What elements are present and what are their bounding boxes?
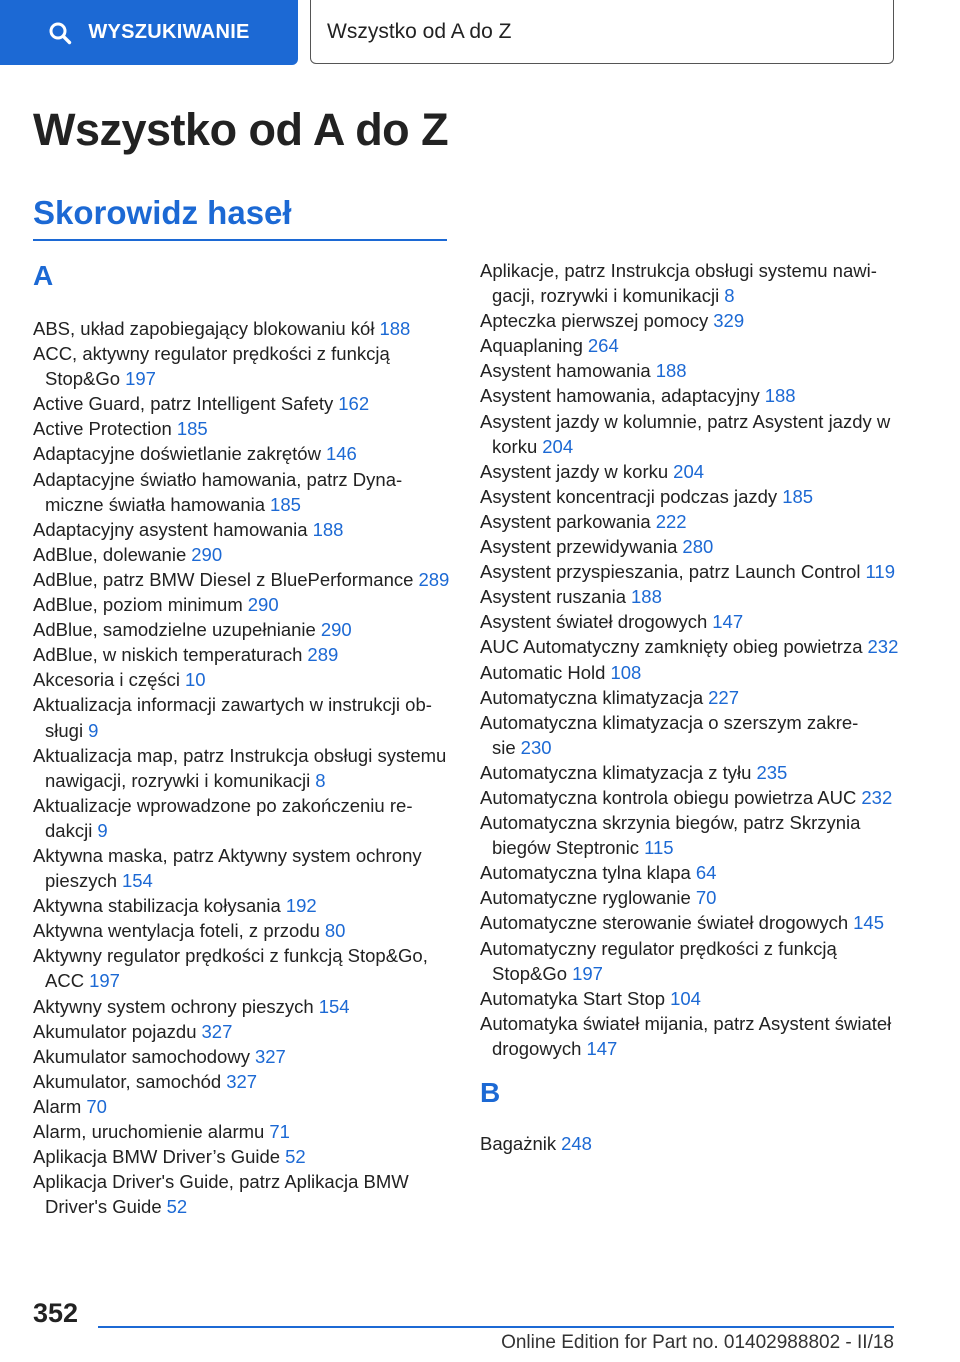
page-reference-link[interactable]: 185 (270, 493, 301, 515)
index-entry-term: Automatyczna klimatyzacja (480, 686, 704, 708)
index-entry-term: Asystent ruszania (480, 586, 627, 608)
index-entry-term: AdBlue, poziom minimum (33, 594, 243, 616)
index-entry (33, 1094, 453, 1119)
index-entry-term: Aktywna stabilizacja kołysania (33, 895, 281, 917)
index-entry-term: Automatyczna skrzynia biegów, patrz Skrzynia biegów Steptronic (480, 812, 861, 859)
page-reference-link[interactable]: 192 (285, 895, 317, 917)
page-reference-link[interactable]: 188 (631, 586, 662, 608)
index-entry (33, 994, 453, 1019)
page-reference-link[interactable]: 119 (865, 561, 895, 583)
page-reference-link[interactable]: 52 (166, 1196, 188, 1218)
index-entry (33, 1019, 453, 1044)
index-entry-term: Asystent świateł drogowych (480, 611, 708, 633)
index-entry (33, 467, 453, 517)
page-reference-link[interactable]: 8 (724, 285, 735, 307)
page-reference-link[interactable]: 147 (586, 1037, 618, 1059)
index-entry-list (480, 1131, 900, 1156)
index-letter-b: B (480, 1077, 501, 1108)
index-entry (33, 542, 453, 567)
page-reference-link[interactable]: 80 (324, 920, 346, 942)
page-reference-link[interactable]: 154 (121, 870, 153, 892)
page-reference-link[interactable]: 197 (89, 970, 120, 992)
index-entry-term: Automatyka Start Stop (480, 987, 666, 1009)
index-entry (480, 484, 900, 509)
index-entry-term: Aktywny system ochrony pieszych (33, 995, 314, 1017)
page-reference-link[interactable]: 204 (673, 460, 705, 482)
index-entry-term: Alarm (33, 1095, 82, 1117)
index-entry-term: Adaptacyjne światło hamowania, patrz Dynamiczne światła hamowania (33, 468, 403, 515)
page-reference-link[interactable]: 248 (561, 1133, 592, 1154)
page-reference-link[interactable]: 64 (695, 862, 717, 884)
index-entry-term: Active Guard, patrz Intelligent Safety (33, 393, 334, 415)
index-entry (33, 416, 453, 441)
index-entry-term: Aktualizacja informacji zawartych w instrukcji obsługi (33, 694, 432, 741)
index-entry-term: Aktywna wentylacja foteli, z przodu (33, 920, 320, 942)
index-entry (33, 1069, 453, 1094)
index-entry-term: ABS, układ zapobiegający blokowaniu kół (33, 318, 375, 339)
edition-note: Online Edition for Part no. 01402988802 - II/18 (501, 1332, 894, 1353)
index-entry (480, 1131, 900, 1156)
index-entry-term: Aktywny regulator prędkości z funkcją Stop&Go, ACC (33, 945, 428, 992)
index-entry-term: Asystent hamowania (480, 360, 651, 382)
page-reference-link[interactable]: 188 (655, 360, 687, 382)
index-entry (33, 843, 453, 893)
index-entry-term: AdBlue, w niskich temperaturach (33, 644, 303, 666)
index-entry-term: Adaptacyjny asystent hamowania (33, 518, 308, 540)
index-entry-term: AUC Automatyczny zamknięty obieg powietrza (480, 636, 863, 658)
page-reference-link[interactable]: 146 (325, 443, 357, 465)
index-entry (33, 567, 453, 592)
index-entry (33, 692, 453, 742)
index-entry-term: Asystent przewidywania (480, 536, 678, 558)
index-entry-term: Automatyczna klimatyzacja o szerszym zakresie (480, 711, 859, 758)
index-entry (33, 1169, 453, 1219)
index-entry (480, 609, 900, 634)
index-entry (33, 642, 453, 667)
index-entry (480, 509, 900, 534)
page-reference-link[interactable]: 154 (318, 995, 350, 1017)
index-entry (480, 559, 900, 584)
index-column-right (480, 258, 900, 1156)
index-entry-term: Akumulator pojazdu (33, 1020, 197, 1042)
index-entry-term: Alarm, uruchomienie alarmu (33, 1121, 265, 1142)
index-entry-term: Asystent parkowania (480, 510, 651, 532)
index-entry-term: Aktualizacja map, patrz Instrukcja obsługi systemu nawigacji, rozrywki i komunikacji (33, 744, 447, 791)
index-entry-term: Automatyczna tylna klapa (480, 862, 691, 884)
search-icon (48, 21, 72, 45)
page-reference-link[interactable]: 115 (644, 837, 674, 859)
page-reference-link[interactable]: 289 (307, 644, 339, 666)
index-entry (33, 617, 453, 642)
index-entry-term: AdBlue, dolewanie (33, 543, 187, 565)
page-title: Wszystko od A do Z (33, 104, 449, 155)
page-reference-link[interactable]: 70 (86, 1095, 107, 1117)
index-entry-term: Aplikacja Driver's Guide, patrz Aplikacja BMW Driver's Guide (33, 1171, 409, 1218)
index-entry (480, 760, 900, 785)
index-entry-term: Akumulator samochodowy (33, 1045, 250, 1067)
index-entry-term: Aktualizacje wprowadzone po zakończeniu redakcji (33, 794, 413, 841)
page-reference-link[interactable]: 290 (320, 619, 352, 641)
page-reference-link[interactable]: 280 (682, 536, 714, 558)
index-entry (480, 358, 900, 383)
page-reference-link[interactable]: 264 (587, 335, 619, 357)
index-entry-term: Automatyczne sterowanie świateł drogowych (480, 912, 849, 934)
page-reference-link[interactable]: 162 (338, 393, 370, 415)
index-entry (480, 534, 900, 559)
index-entry (33, 316, 453, 341)
index-entry (480, 660, 900, 685)
index-entry (33, 592, 453, 617)
page-reference-link[interactable]: 290 (247, 594, 279, 616)
top-navigation (0, 0, 960, 66)
index-entry-term: Aplikacja BMW Driver’s Guide (33, 1146, 281, 1168)
index-entry (480, 634, 900, 659)
index-entry-term: Automatyczna kontrola obiegu powietrza AUC (480, 786, 857, 808)
index-entry-term: ACC, aktywny regulator prędkości z funkcją Stop&Go (33, 343, 390, 390)
page-reference-link[interactable]: 222 (655, 510, 687, 532)
page-reference-link[interactable]: 147 (712, 611, 744, 633)
index-entry-term: Bagażnik (480, 1133, 557, 1154)
index-entry (480, 936, 900, 986)
page-reference-link[interactable]: 52 (285, 1146, 306, 1168)
index-entry-term: Automatic Hold (480, 661, 606, 683)
page-reference-link[interactable]: 145 (853, 912, 884, 934)
page-reference-link[interactable]: 327 (254, 1045, 286, 1067)
index-entry-term: Asystent hamowania, adaptacyjny (480, 385, 760, 407)
index-entry-list (480, 258, 900, 1061)
index-entry-term: Asystent koncentracji podczas jazdy (480, 485, 778, 507)
index-entry-term: AdBlue, samodzielne uzupełnianie (33, 619, 316, 641)
index-entry (33, 1119, 453, 1144)
index-entry (480, 910, 900, 935)
index-entry-term: Automatyka świateł mijania, patrz Asystent świateł drogowych (480, 1012, 892, 1059)
index-entry (33, 1044, 453, 1069)
page-reference-link[interactable]: 227 (708, 686, 739, 708)
index-entry (33, 667, 453, 692)
section-title: Skorowidz haseł (33, 194, 292, 231)
index-entry (480, 1011, 900, 1061)
page-reference-link[interactable]: 108 (610, 661, 642, 683)
section-divider (33, 239, 447, 241)
index-entry (33, 341, 453, 391)
page-reference-link[interactable]: 232 (867, 636, 899, 658)
index-entry (480, 333, 900, 358)
index-entry-term: Automatyczne ryglowanie (480, 887, 691, 909)
index-entry-term: Asystent przyspieszania, patrz Launch Control (480, 561, 861, 583)
index-entry (33, 1144, 453, 1169)
page-reference-link[interactable]: 197 (125, 368, 156, 390)
index-entry-term: Active Protection (33, 418, 172, 440)
index-entry-term: Apteczka pierwszej pomocy (480, 310, 709, 332)
index-entry-term: Akcesoria i części (33, 669, 181, 691)
index-column-left (33, 258, 453, 1219)
index-entry-list (33, 316, 453, 1219)
page-reference-link[interactable]: 104 (670, 987, 701, 1009)
search-button[interactable] (0, 0, 298, 65)
page-reference-link[interactable]: 9 (97, 819, 108, 841)
index-entry-term: Aktywna maska, patrz Aktywny system ochrony pieszych (33, 844, 422, 892)
page-reference-link[interactable]: 235 (756, 761, 788, 783)
page-reference-link[interactable]: 230 (520, 736, 552, 758)
index-entry-term: AdBlue, patrz BMW Diesel z BluePerformance (33, 568, 414, 590)
index-entry (480, 308, 900, 333)
page-reference-link[interactable]: 204 (542, 435, 574, 457)
page-reference-link[interactable]: 188 (379, 318, 411, 339)
breadcrumb[interactable] (310, 0, 894, 64)
index-letter-a: A (33, 260, 54, 291)
index-entry (33, 893, 453, 918)
index-entry (480, 685, 900, 710)
index-entry-term: Adaptacyjne doświetlanie zakrętów (33, 443, 321, 465)
index-entry (480, 885, 900, 910)
page-reference-link[interactable]: 289 (418, 568, 450, 590)
breadcrumb-label: Wszystko od A do Z (327, 19, 512, 43)
index-entry (33, 517, 453, 542)
index-entry (33, 918, 453, 943)
page-reference-link[interactable]: 10 (185, 669, 206, 691)
index-entry (33, 943, 453, 993)
page-reference-link[interactable]: 71 (269, 1121, 290, 1142)
index-entry-term: Asystent jazdy w kolumnie, patrz Asystent jazdy w korku (480, 410, 891, 457)
page-number: 352 (33, 1298, 79, 1328)
index-entry (480, 710, 900, 760)
index-entry (480, 860, 900, 885)
index-entry (33, 391, 453, 416)
index-entry-term: Automatyczny regulator prędkości z funkcją Stop&Go (480, 937, 837, 984)
index-entry (480, 383, 900, 408)
index-entry-term: Akumulator, samochód (33, 1070, 222, 1092)
index-entry (480, 584, 900, 609)
footer-divider (98, 1326, 894, 1328)
page-reference-link[interactable]: 188 (312, 518, 344, 540)
index-entry (33, 441, 453, 466)
search-button-label: WYSZUKIWANIE (88, 21, 250, 43)
page-reference-link[interactable]: 185 (782, 485, 814, 507)
page-reference-link[interactable]: 290 (191, 543, 223, 565)
page-reference-link[interactable]: 197 (572, 962, 603, 984)
index-entry-term: Automatyczna klimatyzacja z tyłu (480, 761, 752, 783)
page-reference-link[interactable]: 70 (695, 887, 717, 909)
index-entry (480, 810, 900, 860)
page-reference-link[interactable]: 329 (713, 310, 745, 332)
page-reference-link[interactable]: 232 (861, 786, 893, 808)
index-entry (480, 986, 900, 1011)
index-entry-term: Aquaplaning (480, 335, 583, 357)
index-entry (33, 743, 453, 793)
index-entry (33, 793, 453, 843)
index-entry-term: Aplikacje, patrz Instrukcja obsługi systemu nawigacji, rozrywki i komunikacji (480, 260, 877, 307)
page-reference-link[interactable]: 327 (226, 1070, 258, 1092)
page-reference-link[interactable]: 185 (176, 418, 208, 440)
page-reference-link[interactable]: 188 (764, 385, 796, 407)
index-entry-term: Asystent jazdy w korku (480, 460, 669, 482)
page-reference-link[interactable]: 9 (88, 719, 99, 741)
page-reference-link[interactable]: 327 (201, 1020, 233, 1042)
index-entry (480, 258, 900, 308)
index-entry (480, 459, 900, 484)
page-reference-link[interactable]: 8 (315, 769, 326, 791)
index-entry (480, 409, 900, 459)
index-entry (480, 785, 900, 810)
